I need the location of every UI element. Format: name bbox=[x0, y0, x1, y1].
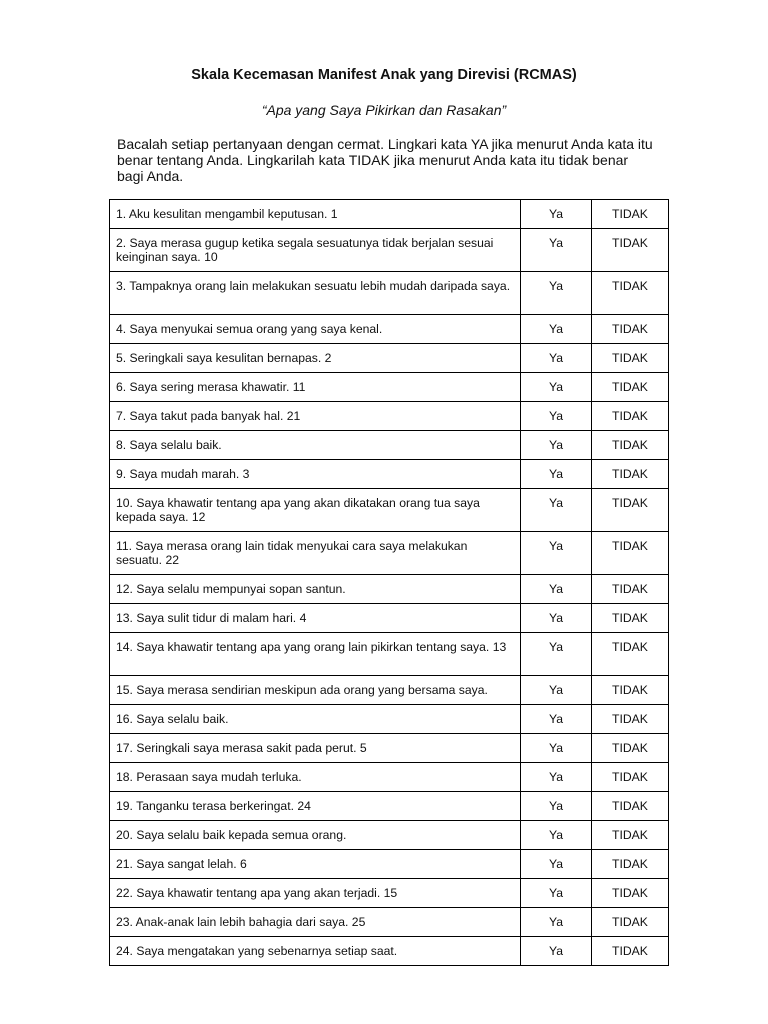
answer-no[interactable]: TIDAK bbox=[592, 460, 669, 489]
answer-yes[interactable]: Ya bbox=[521, 604, 592, 633]
table-row bbox=[110, 879, 669, 908]
instructions-text: Bacalah setiap pertanyaan dengan cermat. Lingkari kata YA jika menurut Anda kata itu benar tentang Anda. Lingkarilah kata TIDAK jika menurut Anda kata itu tidak benar bagi Anda. bbox=[117, 136, 653, 184]
answer-no[interactable]: TIDAK bbox=[592, 402, 669, 431]
answer-no[interactable]: TIDAK bbox=[592, 633, 669, 676]
answer-yes[interactable]: Ya bbox=[521, 489, 592, 532]
question-text: 23. Anak-anak lain lebih bahagia dari saya. 25 bbox=[110, 908, 521, 937]
answer-no[interactable]: TIDAK bbox=[592, 532, 669, 575]
answer-no[interactable]: TIDAK bbox=[592, 200, 669, 229]
table-row bbox=[110, 763, 669, 792]
answer-no[interactable]: TIDAK bbox=[592, 575, 669, 604]
question-text: 16. Saya selalu baik. bbox=[110, 705, 521, 734]
answer-yes[interactable]: Ya bbox=[521, 792, 592, 821]
question-text: 2. Saya merasa gugup ketika segala sesuatunya tidak berjalan sesuai keinginan saya. 10 bbox=[110, 229, 521, 272]
table-row bbox=[110, 937, 669, 966]
answer-no[interactable]: TIDAK bbox=[592, 373, 669, 402]
answer-yes[interactable]: Ya bbox=[521, 272, 592, 315]
answer-yes[interactable]: Ya bbox=[521, 633, 592, 676]
answer-yes[interactable]: Ya bbox=[521, 879, 592, 908]
question-text: 24. Saya mengatakan yang sebenarnya setiap saat. bbox=[110, 937, 521, 966]
answer-yes[interactable]: Ya bbox=[521, 200, 592, 229]
table-row bbox=[110, 272, 669, 315]
answer-yes[interactable]: Ya bbox=[521, 532, 592, 575]
table-row bbox=[110, 705, 669, 734]
answer-no[interactable]: TIDAK bbox=[592, 229, 669, 272]
question-text: 20. Saya selalu baik kepada semua orang. bbox=[110, 821, 521, 850]
table-row bbox=[110, 344, 669, 373]
answer-no[interactable]: TIDAK bbox=[592, 315, 669, 344]
answer-yes[interactable]: Ya bbox=[521, 908, 592, 937]
answer-yes[interactable]: Ya bbox=[521, 575, 592, 604]
answer-yes[interactable]: Ya bbox=[521, 460, 592, 489]
answer-yes[interactable]: Ya bbox=[521, 676, 592, 705]
answer-yes[interactable]: Ya bbox=[521, 821, 592, 850]
question-text: 12. Saya selalu mempunyai sopan santun. bbox=[110, 575, 521, 604]
question-text: 13. Saya sulit tidur di malam hari. 4 bbox=[110, 604, 521, 633]
question-text: 21. Saya sangat lelah. 6 bbox=[110, 850, 521, 879]
table-row bbox=[110, 229, 669, 272]
table-row bbox=[110, 200, 669, 229]
answer-no[interactable]: TIDAK bbox=[592, 489, 669, 532]
table-row bbox=[110, 908, 669, 937]
table-row bbox=[110, 402, 669, 431]
answer-yes[interactable]: Ya bbox=[521, 315, 592, 344]
table-row bbox=[110, 734, 669, 763]
questionnaire-table bbox=[109, 199, 669, 966]
page-subtitle: “Apa yang Saya Pikirkan dan Rasakan” bbox=[261, 102, 507, 118]
answer-yes[interactable]: Ya bbox=[521, 344, 592, 373]
question-text: 10. Saya khawatir tentang apa yang akan dikatakan orang tua saya kepada saya. 12 bbox=[110, 489, 521, 532]
answer-no[interactable]: TIDAK bbox=[592, 937, 669, 966]
question-text: 6. Saya sering merasa khawatir. 11 bbox=[110, 373, 521, 402]
answer-yes[interactable]: Ya bbox=[521, 705, 592, 734]
question-text: 5. Seringkali saya kesulitan bernapas. 2 bbox=[110, 344, 521, 373]
question-text: 15. Saya merasa sendirian meskipun ada orang yang bersama saya. bbox=[110, 676, 521, 705]
answer-no[interactable]: TIDAK bbox=[592, 879, 669, 908]
question-text: 3. Tampaknya orang lain melakukan sesuatu lebih mudah daripada saya. bbox=[110, 272, 521, 315]
question-text: 1. Aku kesulitan mengambil keputusan. 1 bbox=[110, 200, 521, 229]
table-row bbox=[110, 575, 669, 604]
answer-no[interactable]: TIDAK bbox=[592, 705, 669, 734]
answer-no[interactable]: TIDAK bbox=[592, 792, 669, 821]
answer-yes[interactable]: Ya bbox=[521, 431, 592, 460]
question-text: 22. Saya khawatir tentang apa yang akan terjadi. 15 bbox=[110, 879, 521, 908]
table-row bbox=[110, 792, 669, 821]
table-row bbox=[110, 460, 669, 489]
answer-yes[interactable]: Ya bbox=[521, 937, 592, 966]
question-text: 11. Saya merasa orang lain tidak menyukai cara saya melakukan sesuatu. 22 bbox=[110, 532, 521, 575]
table-row bbox=[110, 489, 669, 532]
question-text: 9. Saya mudah marah. 3 bbox=[110, 460, 521, 489]
answer-no[interactable]: TIDAK bbox=[592, 763, 669, 792]
table-row bbox=[110, 373, 669, 402]
table-row bbox=[110, 850, 669, 879]
answer-no[interactable]: TIDAK bbox=[592, 431, 669, 460]
answer-no[interactable]: TIDAK bbox=[592, 676, 669, 705]
question-text: 19. Tanganku terasa berkeringat. 24 bbox=[110, 792, 521, 821]
answer-yes[interactable]: Ya bbox=[521, 229, 592, 272]
answer-yes[interactable]: Ya bbox=[521, 850, 592, 879]
answer-yes[interactable]: Ya bbox=[521, 734, 592, 763]
table-row bbox=[110, 676, 669, 705]
answer-yes[interactable]: Ya bbox=[521, 763, 592, 792]
table-row bbox=[110, 315, 669, 344]
question-text: 7. Saya takut pada banyak hal. 21 bbox=[110, 402, 521, 431]
answer-no[interactable]: TIDAK bbox=[592, 344, 669, 373]
table-row bbox=[110, 821, 669, 850]
answer-no[interactable]: TIDAK bbox=[592, 850, 669, 879]
answer-no[interactable]: TIDAK bbox=[592, 604, 669, 633]
table-row bbox=[110, 604, 669, 633]
answer-no[interactable]: TIDAK bbox=[592, 734, 669, 763]
answer-yes[interactable]: Ya bbox=[521, 402, 592, 431]
question-text: 14. Saya khawatir tentang apa yang orang lain pikirkan tentang saya. 13 bbox=[110, 633, 521, 676]
answer-no[interactable]: TIDAK bbox=[592, 821, 669, 850]
answer-no[interactable]: TIDAK bbox=[592, 272, 669, 315]
answer-yes[interactable]: Ya bbox=[521, 373, 592, 402]
question-text: 18. Perasaan saya mudah terluka. bbox=[110, 763, 521, 792]
question-text: 17. Seringkali saya merasa sakit pada perut. 5 bbox=[110, 734, 521, 763]
table-row bbox=[110, 633, 669, 676]
question-text: 8. Saya selalu baik. bbox=[110, 431, 521, 460]
question-text: 4. Saya menyukai semua orang yang saya kenal. bbox=[110, 315, 521, 344]
answer-no[interactable]: TIDAK bbox=[592, 908, 669, 937]
page-title: Skala Kecemasan Manifest Anak yang Direvisi (RCMAS) bbox=[191, 67, 577, 83]
table-row bbox=[110, 431, 669, 460]
table-row bbox=[110, 532, 669, 575]
